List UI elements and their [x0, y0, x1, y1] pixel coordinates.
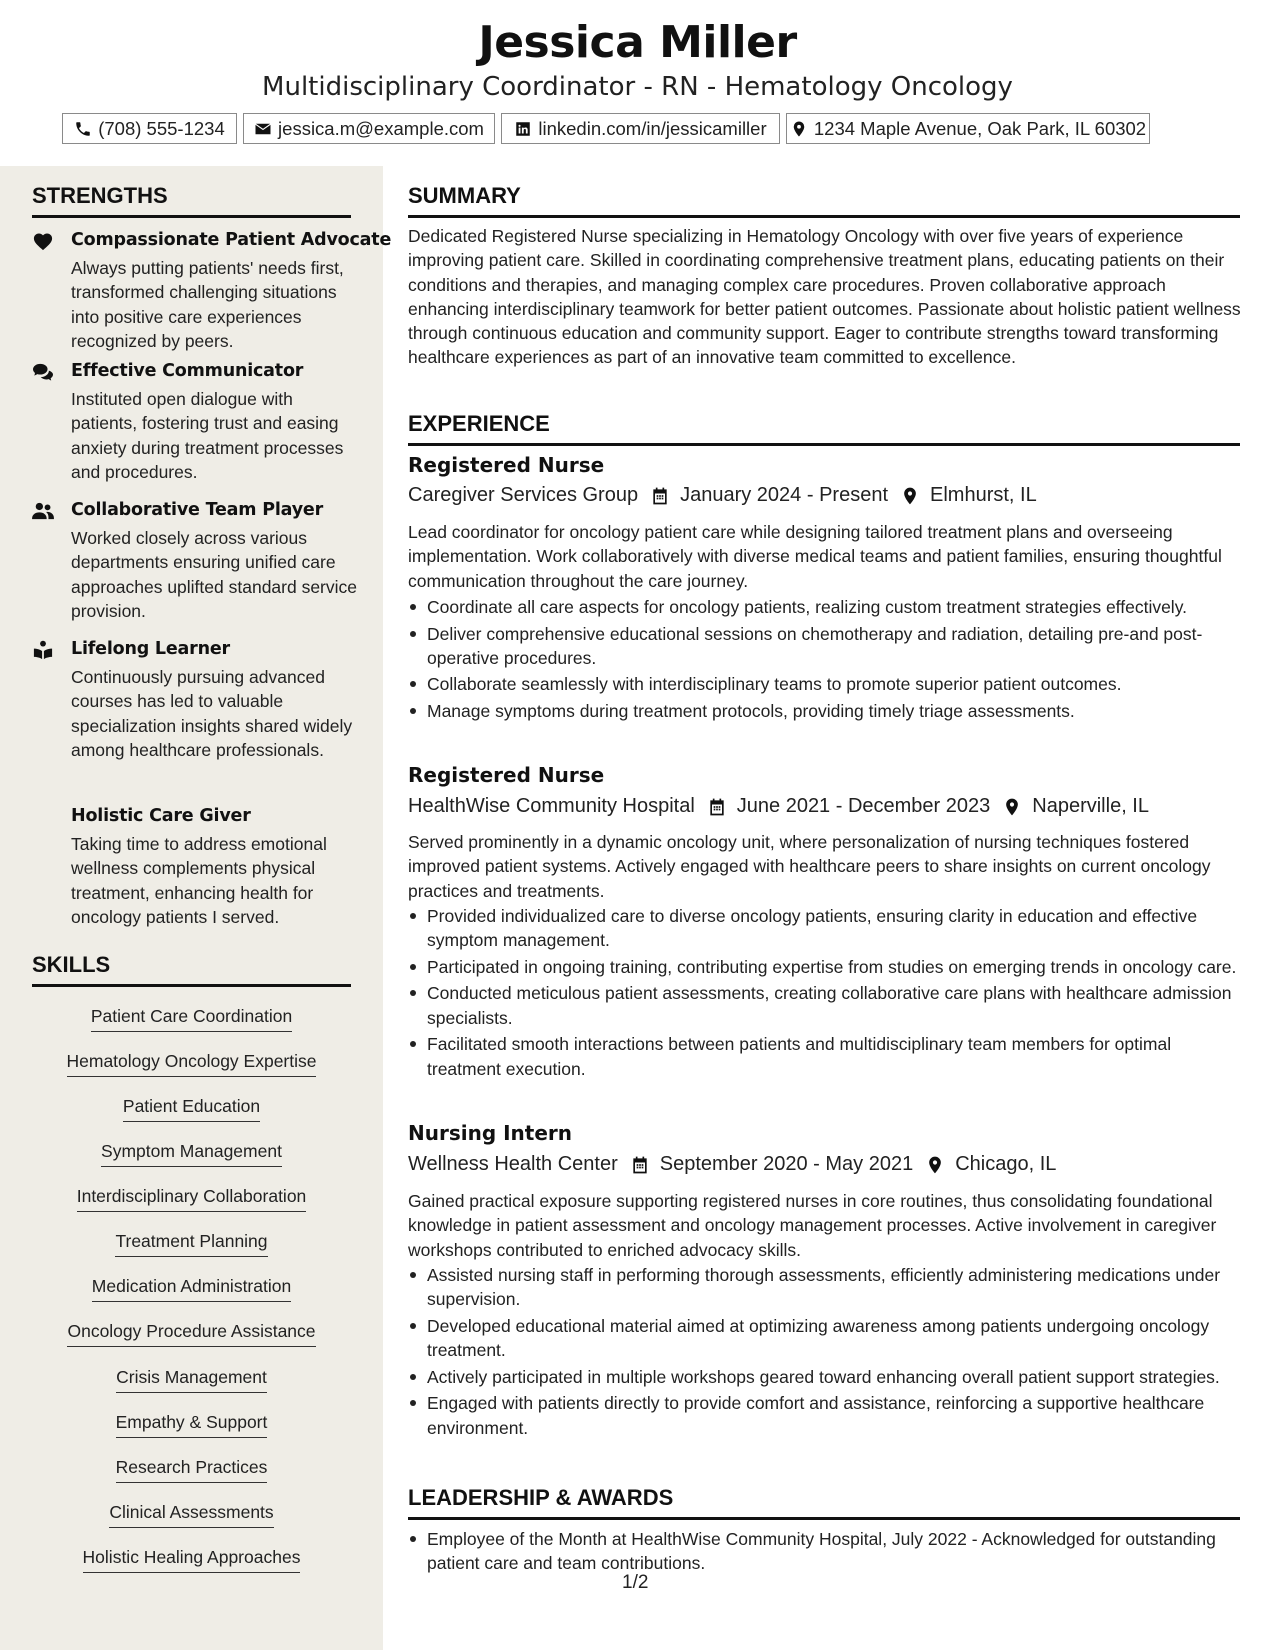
job-company: Wellness Health Center [408, 1153, 618, 1175]
skill-item: Crisis Management [32, 1367, 351, 1393]
leadership-bullets [408, 1527, 1243, 1578]
experience-heading: EXPERIENCE [408, 412, 1240, 446]
skill-item: Holistic Healing Approaches [32, 1547, 351, 1573]
leadership-heading: LEADERSHIP & AWARDS [408, 1486, 1240, 1520]
bullet-item: Assisted nursing staff in performing thorough assessments, efficiently administering medications under supervision. [408, 1263, 1243, 1312]
job-dates: June 2021 - December 2023 [736, 795, 991, 817]
contact-linkedin-text: linkedin.com/in/jessicamiller [538, 117, 767, 139]
skill-item: Interdisciplinary Collaboration [32, 1186, 351, 1212]
job-dates: January 2024 - Present [680, 484, 888, 506]
users-icon [32, 501, 54, 521]
bullet-item: Developed educational material aimed at optimizing awareness among patients undergoing oncology treatment. [408, 1314, 1243, 1363]
skill-item: Research Practices [32, 1457, 351, 1483]
bullet-item: Conducted meticulous patient assessments, creating collaborative care plans with healthcare admission specialists. [408, 981, 1243, 1030]
skill-item: Hematology Oncology Expertise [32, 1051, 351, 1077]
strength-description: Worked closely across various departments ensuring unified care approaches uplifted standard service provision. [71, 528, 358, 621]
job-title: Registered Nurse [408, 763, 605, 787]
linkedin-icon [514, 120, 532, 138]
job-title: Registered Nurse [408, 453, 605, 477]
job-bullets [408, 595, 1243, 726]
book-reader-icon [32, 640, 54, 660]
phone-icon [74, 120, 92, 138]
page-number: 1/2 [622, 1572, 649, 1593]
job-bullets [408, 1263, 1243, 1442]
bullet-item: Collaborate seamlessly with interdisciplinary teams to promote superior patient outcomes. [408, 672, 1243, 696]
job-location: Elmhurst, IL [930, 484, 1037, 506]
candidate-name: Jessica Miller [478, 17, 797, 68]
contact-linkedin[interactable] [501, 113, 780, 144]
contact-email[interactable] [243, 113, 495, 144]
skill-item: Clinical Assessments [32, 1502, 351, 1528]
strength-title: Effective Communicator [71, 361, 304, 381]
skill-item: Treatment Planning [32, 1231, 351, 1257]
heart-icon [32, 231, 54, 251]
skill-item: Oncology Procedure Assistance [32, 1321, 351, 1347]
skill-item: Medication Administration [32, 1276, 351, 1302]
calendar-icon [650, 486, 670, 506]
job-meta [408, 484, 1037, 507]
sidebar [0, 166, 392, 1650]
job-company: HealthWise Community Hospital [408, 795, 695, 817]
job-location: Naperville, IL [1032, 795, 1149, 817]
contact-phone-text: (708) 555-1234 [98, 117, 225, 139]
summary-heading: SUMMARY [408, 184, 1240, 218]
calendar-icon [707, 797, 727, 817]
candidate-headline: Multidisciplinary Coordinator - RN - Hematology Oncology [262, 72, 1013, 102]
contact-phone[interactable] [62, 113, 237, 144]
skills-heading: SKILLS [32, 953, 351, 987]
job-dates: September 2020 - May 2021 [659, 1153, 914, 1175]
bullet-item: Employee of the Month at HealthWise Community Hospital, July 2022 - Acknowledged for outstanding patient care and team contributions. [408, 1527, 1243, 1576]
bullet-item: Engaged with patients directly to provide comfort and assistance, reinforcing a supportive healthcare environment. [408, 1391, 1243, 1440]
job-bullets [408, 904, 1243, 1083]
job-meta [408, 1153, 1056, 1176]
bullet-item: Manage symptoms during treatment protocols, providing timely triage assessments. [408, 699, 1243, 723]
strength-description: Taking time to address emotional wellness complements physical treatment, enhancing health for oncology patients I served. [71, 834, 327, 927]
calendar-icon [630, 1155, 650, 1175]
strength-description: Instituted open dialogue with patients, fostering trust and easing anxiety during treatment processes and procedures. [71, 389, 344, 482]
envelope-icon [254, 120, 272, 138]
strength-title: Lifelong Learner [71, 639, 230, 659]
job-company: Caregiver Services Group [408, 484, 639, 506]
strength-title: Holistic Care Giver [71, 806, 251, 826]
resume-header [0, 0, 1275, 166]
location-pin-icon [900, 486, 920, 506]
location-pin-icon [1002, 797, 1022, 817]
location-pin-icon [925, 1155, 945, 1175]
chat-bubbles-icon [32, 362, 54, 382]
location-pin-icon [790, 120, 808, 138]
job-title: Nursing Intern [408, 1121, 573, 1145]
bullet-item: Facilitated smooth interactions between patients and multidisciplinary team members for optimal treatment execution. [408, 1032, 1243, 1081]
contact-address [786, 113, 1150, 144]
summary-text: Dedicated Registered Nurse specializing in Hematology Oncology with over five years of experience improving patient care. Skilled in coordinating comprehensive treatment plans, educating patients on their conditions and therapies, and managing complex care procedures. Proven collaborative approach enhancing interdisciplinary teamwork for better patient outcomes. Passionate about holistic patient wellness through continuous education and community support. Eager to contribute strengths toward transforming healthcare experiences as part of an innovative team committed to excellence. [408, 226, 1241, 368]
contact-bar [62, 113, 1212, 145]
job-summary: Served prominently in a dynamic oncology unit, where personalization of nursing techniques fostered improved patient systems. Actively engaged with healthcare peers to share insights on current oncology practices and treatments. [408, 832, 1211, 901]
contact-email-text: jessica.m@example.com [278, 117, 484, 139]
strengths-heading: STRENGTHS [32, 184, 351, 218]
bullet-item: Coordinate all care aspects for oncology patients, realizing custom treatment strategies effectively. [408, 595, 1243, 619]
strength-title: Compassionate Patient Advocate [71, 230, 392, 250]
bullet-item: Deliver comprehensive educational sessions on chemotherapy and radiation, detailing pre-and post-operative procedures. [408, 622, 1243, 671]
skill-item: Patient Care Coordination [32, 1006, 351, 1032]
bullet-item: Actively participated in multiple workshops geared toward enhancing overall patient support strategies. [408, 1365, 1243, 1389]
bullet-item: Provided individualized care to diverse oncology patients, ensuring clarity in education and effective symptom management. [408, 904, 1243, 953]
skill-item: Patient Education [32, 1096, 351, 1122]
bullet-item: Participated in ongoing training, contributing expertise from studies on emerging trends in oncology care. [408, 955, 1243, 979]
strength-description: Always putting patients' needs first, transformed challenging situations into positive care experiences recognized by peers. [71, 258, 344, 351]
job-meta [408, 795, 1149, 818]
contact-address-text: 1234 Maple Avenue, Oak Park, IL 60302 [813, 117, 1147, 139]
skill-item: Symptom Management [32, 1141, 351, 1167]
strength-description: Continuously pursuing advanced courses has led to valuable specialization insights shared widely among healthcare professionals. [71, 667, 353, 760]
job-location: Chicago, IL [955, 1153, 1057, 1175]
strength-title: Collaborative Team Player [71, 500, 324, 520]
job-summary: Lead coordinator for oncology patient care while designing tailored treatment plans and overseeing implementation. Work collaboratively with diverse medical teams and patient families, ensuring thoughtful communication throughout the care journey. [408, 522, 1222, 591]
skill-item: Empathy & Support [32, 1412, 351, 1438]
job-summary: Gained practical exposure supporting registered nurses in core routines, thus consolidating foundational knowledge in patient assessment and oncology management processes. Active involvement in caregiver workshops contributed to enriched advocacy skills. [408, 1191, 1217, 1260]
